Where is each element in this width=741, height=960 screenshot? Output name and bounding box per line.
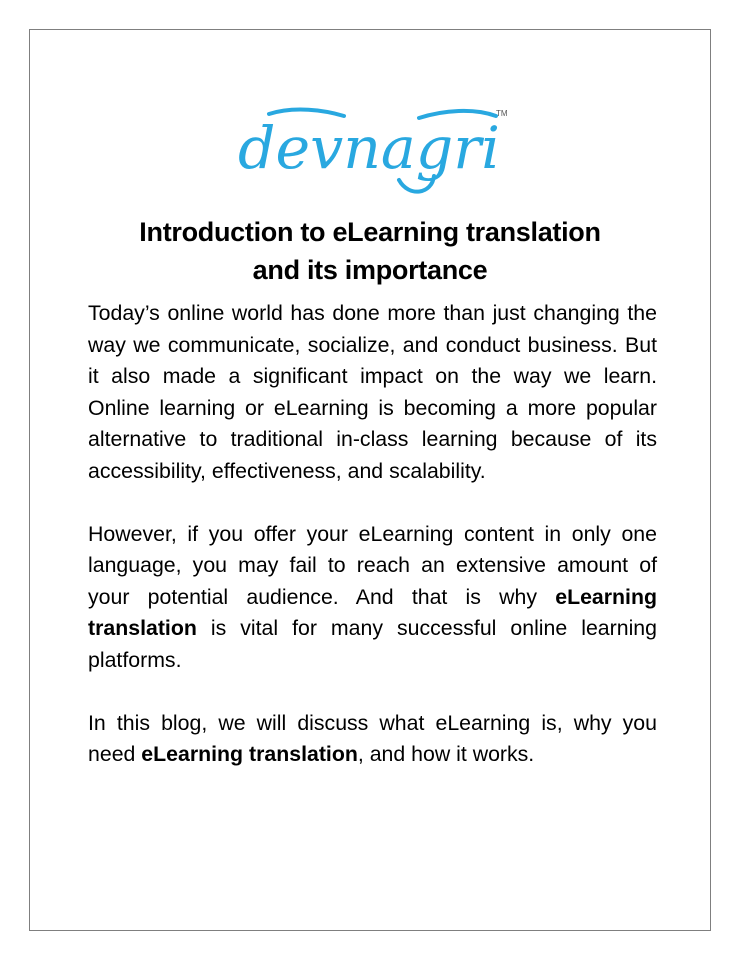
paragraph-language	[88, 519, 657, 677]
document-body	[88, 298, 657, 771]
emphasis-elearning-translation-2: eLearning translation	[141, 742, 358, 766]
title-line-1: Introduction to eLearning translation	[139, 217, 601, 247]
document-page	[29, 29, 711, 931]
paragraph-blog-text-2: , and how it works.	[357, 742, 535, 766]
trademark-symbol: TM	[496, 109, 508, 118]
logo-wordmark: devnagri	[238, 114, 500, 182]
emphasis-elearning-translation: eLearning translation	[88, 584, 657, 640]
paragraph-intro: Today’s online world has done more than just changing the way we communicate, socialize, and conduct business. But it also made a significant impact on the way we learn. Online learning or eLearning is becoming a more popular alternative to traditional in-class learning because of its accessibility, effectiveness, and scalability.	[88, 301, 657, 483]
logo-graphic	[234, 102, 519, 198]
paragraph-language-text-2: is vital for many successful online learning platforms.	[88, 616, 657, 672]
document-title	[80, 213, 660, 289]
devnagri-logo	[234, 102, 519, 198]
paragraph-blog-overview	[88, 708, 657, 771]
title-line-2: and its importance	[252, 255, 488, 285]
paragraph-language-text-1: However, if you offer your eLearning content in only one language, you may fail to reach an extensive amount of your potential audience. And that is why	[88, 521, 657, 609]
paragraph-blog-text-1: In this blog, we will discuss what eLearning is, why you need	[88, 710, 657, 766]
